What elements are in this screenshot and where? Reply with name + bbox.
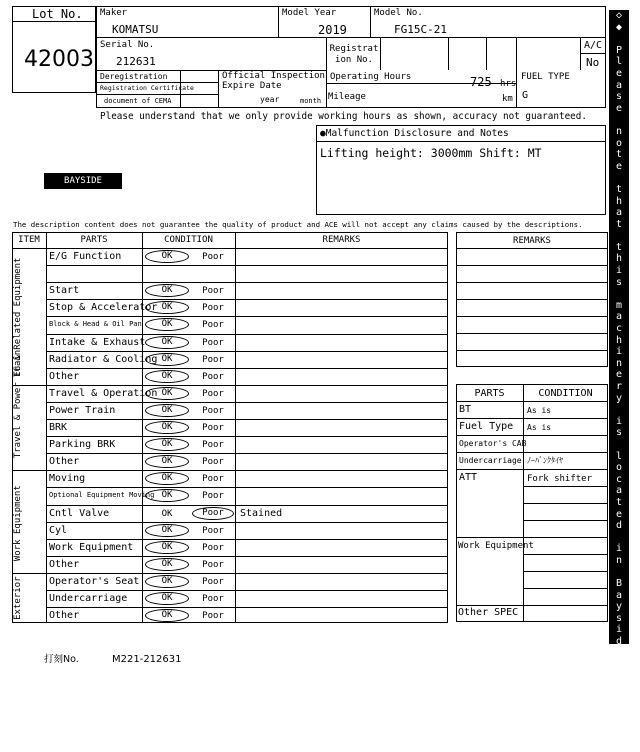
- ok-option[interactable]: OK: [145, 489, 189, 502]
- ok-option[interactable]: OK: [145, 558, 189, 571]
- poor-option[interactable]: Poor: [202, 491, 224, 501]
- serial-label: Serial No.: [100, 40, 155, 50]
- part-label: Work Equipment: [49, 542, 134, 553]
- poor-option[interactable]: Poor: [202, 594, 224, 604]
- ok-option[interactable]: OK: [145, 541, 189, 554]
- spec-undercarriage-label: Undercarriage: [459, 456, 522, 465]
- stamp-label: 打刻No.: [44, 654, 79, 665]
- part-label: Other: [49, 371, 80, 382]
- spec-header-parts: PARTS: [474, 388, 505, 399]
- lot-number: 42003: [24, 47, 94, 72]
- spec-work-label: Work Equipment: [458, 541, 534, 551]
- group-eg: EG & Related Equipment: [12, 257, 23, 377]
- spec-att-value: Fork shifter: [527, 474, 593, 484]
- poor-option[interactable]: Poor: [202, 303, 224, 313]
- header-item: ITEM: [18, 235, 40, 245]
- ok-option[interactable]: OK: [145, 592, 189, 605]
- group-work: Work Equipment: [12, 485, 23, 562]
- ok-option[interactable]: OK: [145, 438, 189, 451]
- part-label: BRK: [49, 422, 68, 433]
- spec-bt-value: As is: [527, 406, 552, 415]
- ac-label: A/C: [584, 40, 603, 51]
- poor-option[interactable]: Poor: [202, 474, 224, 484]
- part-label: E/G Function: [49, 251, 122, 262]
- spec-other-label: Other SPEC: [458, 607, 519, 618]
- spec-bt-label: BT: [459, 404, 472, 415]
- spec-att-label: ATT: [459, 472, 478, 483]
- part-label: Other: [49, 559, 80, 570]
- group-travel: Travel & Power Train: [12, 349, 23, 459]
- operating-hours-value: 725: [470, 75, 492, 89]
- fuel-type-value: G: [522, 90, 529, 101]
- part-label: Stop & Accelerator: [49, 302, 158, 313]
- mileage-unit: km: [502, 94, 513, 104]
- poor-option[interactable]: Poor: [192, 507, 234, 520]
- poor-option[interactable]: Poor: [202, 338, 224, 348]
- stamp-value: M221-212631: [112, 654, 182, 665]
- part-label: Operator's Seat: [49, 576, 140, 587]
- registration-label: Registration No.: [329, 44, 379, 65]
- inspection-label-1: Official Inspection: [222, 71, 325, 81]
- ok-option[interactable]: OK: [145, 353, 189, 366]
- part-label: Undercarriage: [49, 593, 128, 604]
- ok-option[interactable]: OK: [145, 318, 189, 331]
- ok-option[interactable]: OK: [145, 609, 189, 622]
- spec-header-condition: CONDITION: [538, 388, 593, 399]
- part-label: Optional Equipment Moving: [49, 491, 155, 499]
- poor-option[interactable]: Poor: [202, 543, 224, 553]
- serial-value: 212631: [116, 55, 156, 68]
- header-remarks: REMARKS: [322, 235, 361, 245]
- poor-option[interactable]: Poor: [202, 457, 224, 467]
- poor-option[interactable]: Poor: [202, 526, 224, 536]
- ok-option[interactable]: OK: [145, 301, 189, 314]
- fuel-type-label: FUEL TYPE: [521, 72, 570, 82]
- model-year-value: 2019: [318, 23, 347, 37]
- part-label: Moving: [49, 473, 86, 484]
- part-label: Other: [49, 456, 80, 467]
- header-condition: CONDITION: [164, 235, 213, 245]
- poor-option[interactable]: Poor: [202, 440, 224, 450]
- poor-option[interactable]: Poor: [202, 423, 224, 433]
- poor-option[interactable]: Poor: [202, 252, 224, 262]
- model-year-label: Model Year: [282, 8, 337, 18]
- disclaimer: The description content does not guarantee the quality of product and ACE will not accept any claims caused by the descriptions.: [13, 220, 583, 229]
- poor-option[interactable]: Poor: [202, 577, 224, 587]
- model-no-label: Model No.: [374, 8, 423, 18]
- model-no-value: FG15C-21: [394, 23, 447, 36]
- ok-option[interactable]: OK: [145, 387, 189, 400]
- poor-option[interactable]: Poor: [202, 355, 224, 365]
- cema-label: document of CEMA: [104, 97, 172, 105]
- ok-option[interactable]: OK: [145, 472, 189, 485]
- part-label: Start: [49, 285, 80, 296]
- registration-certificate-label: Registration Certificate: [100, 84, 194, 92]
- inspection-label-2: Expire Date: [222, 81, 282, 91]
- hours-notice: Please understand that we only provide working hours as shown, accuracy not guaranteed.: [100, 111, 587, 122]
- deregistration-label: Deregistration: [100, 72, 168, 81]
- poor-option[interactable]: Poor: [202, 611, 224, 621]
- poor-option[interactable]: Poor: [202, 372, 224, 382]
- part-label: Cntl Valve: [49, 508, 110, 519]
- ok-option[interactable]: OK: [145, 284, 189, 297]
- group-exterior: Exterior: [12, 576, 23, 620]
- operating-hours-label: Operating Hours: [330, 72, 412, 82]
- part-label: Other: [49, 610, 80, 621]
- location-badge: BAYSIDE: [44, 173, 122, 189]
- ok-option[interactable]: OK: [161, 509, 173, 519]
- spec-cab-label: Operator's CAB: [459, 439, 527, 448]
- part-label: Cyl: [49, 525, 68, 536]
- part-label: Block & Head & Oil Pan: [49, 320, 142, 328]
- ok-option[interactable]: OK: [145, 421, 189, 434]
- right-remarks-header: REMARKS: [513, 236, 551, 246]
- part-label: Radiator & Cooling: [49, 354, 158, 365]
- operating-hours-unit: hrs: [500, 79, 517, 89]
- inspection-month: month: [300, 97, 322, 105]
- spec-fuel-value: As is: [527, 423, 552, 432]
- ok-option[interactable]: OK: [145, 575, 189, 588]
- spec-fuel-label: Fuel Type: [459, 421, 514, 432]
- ok-option[interactable]: OK: [145, 370, 189, 383]
- ok-option[interactable]: OK: [145, 455, 189, 468]
- malfunction-title: ●Malfunction Disclosure and Notes: [320, 128, 509, 139]
- location-sidebar: ◇ ◆ P l e a s e n o t e t h a t t h i s m a c h i n e r y i s l o c a t e d i n B a y s i d e Y a r d ◆ ◇: [609, 10, 629, 644]
- header-parts: PARTS: [80, 235, 108, 245]
- mileage-label: Mileage: [328, 92, 366, 102]
- poor-option[interactable]: Poor: [202, 320, 224, 330]
- maker-label: Maker: [100, 8, 128, 18]
- part-label: Power Train: [49, 405, 116, 416]
- poor-option[interactable]: Poor: [202, 406, 224, 416]
- poor-option[interactable]: Poor: [202, 560, 224, 570]
- ok-option[interactable]: OK: [145, 250, 189, 263]
- part-label: Intake & Exhaust: [49, 337, 146, 348]
- part-label: Parking BRK: [49, 439, 116, 450]
- poor-option[interactable]: Poor: [202, 389, 224, 399]
- ok-option[interactable]: OK: [145, 524, 189, 537]
- ok-option[interactable]: OK: [145, 404, 189, 417]
- ac-value: No: [586, 56, 600, 69]
- maker-value: KOMATSU: [112, 23, 159, 36]
- spec-undercarriage-value: ﾉｰﾊﾞﾝｸﾀｲﾔ: [527, 456, 563, 465]
- inspection-year: year: [260, 95, 280, 104]
- poor-option[interactable]: Poor: [202, 286, 224, 296]
- part-label: Travel & Operation: [49, 388, 158, 399]
- malfunction-text: Lifting height: 3000mm Shift: MT: [320, 146, 542, 160]
- lot-label: Lot No.: [32, 7, 83, 21]
- remark-text: Stained: [240, 508, 283, 519]
- ok-option[interactable]: OK: [145, 336, 189, 349]
